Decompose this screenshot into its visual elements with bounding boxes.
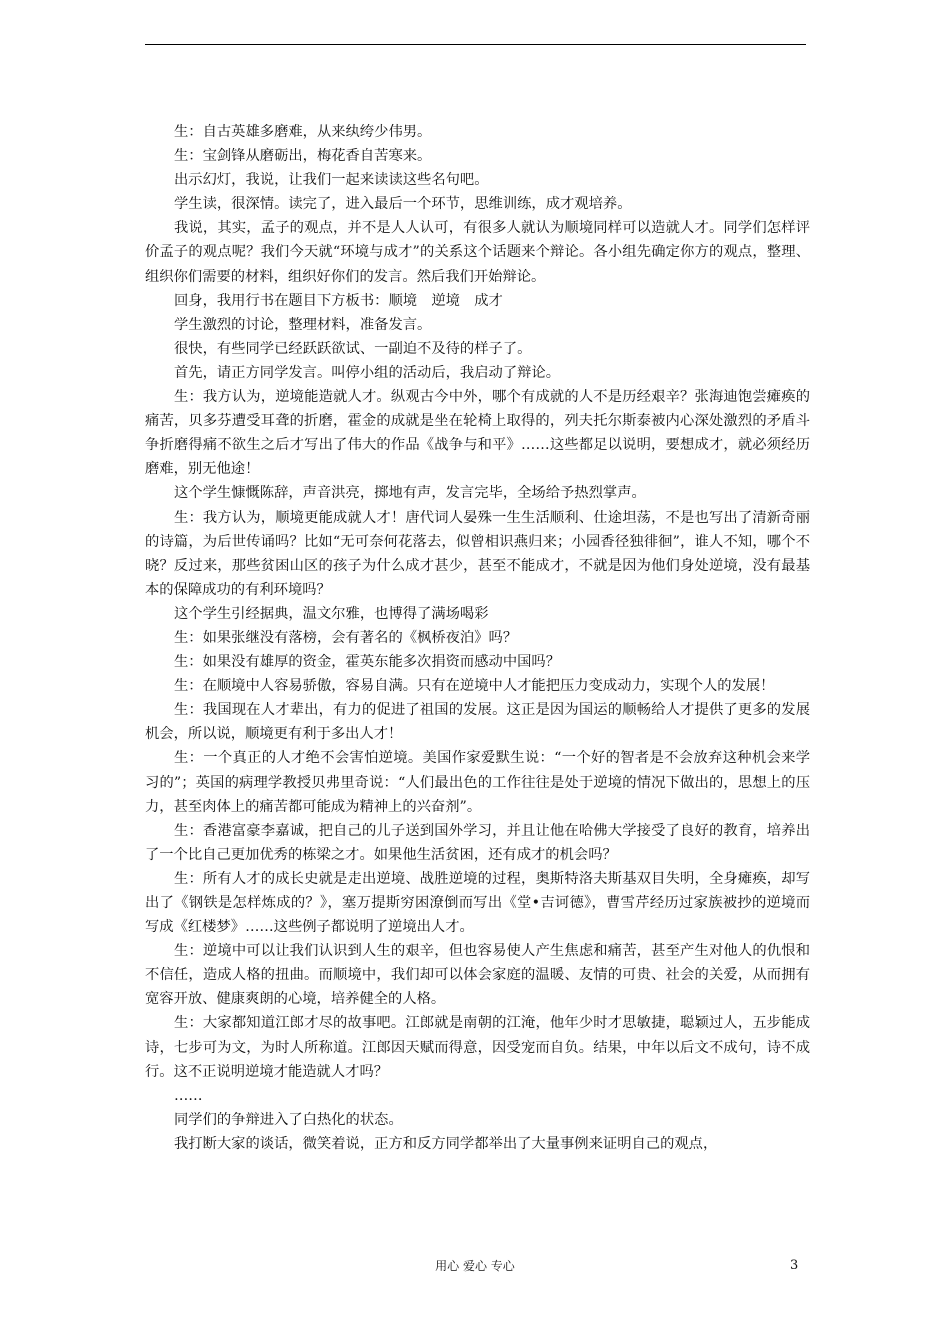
paragraph: 生：宝剑锋从磨砺出，梅花香自苦寒来。 [174, 148, 432, 165]
paragraph: 生：如果张继没有落榜，会有著名的《枫桥夜泊》吗？ [174, 629, 518, 646]
paragraph: 很快，有些同学已经跃跃欲试、一副迫不及待的样子了。 [174, 340, 532, 357]
paragraph: 生：在顺境中人容易骄傲，容易自满。只有在逆境中人才能把压力变成动力，实现个人的发展！ [174, 678, 775, 695]
paragraph: 回身，我用行书在题目下方板书：顺境 逆境 成才 [174, 292, 503, 309]
header-rule [145, 44, 806, 45]
paragraph: 出示幻灯，我说，让我们一起来读读这些名句吧。 [174, 172, 489, 189]
paragraph: 这个学生慷慨陈辞，声音洪亮，掷地有声，发言完毕，全场给予热烈掌声。 [174, 485, 646, 502]
paragraph: 生：自古英雄多磨难，从来纨绔少伟男。 [174, 124, 432, 140]
paragraph: 我说，其实，孟子的观点，并不是人人认可，有很多人就认为顺境同样可以造就人才。同学们怎样评价孟子的观点呢？我们今天就“环境与成才”的关系这个话题来个辩论。各小组先确定你方的观点，整理、组织你们需要的材料，组织好你们的发言。然后我们开始辩论。 [145, 220, 810, 285]
paragraph: 学生读，很深情。读完了，进入最后一个环节，思维训练，成才观培养。 [174, 196, 632, 213]
paragraph: 生：香港富豪李嘉诚，把自己的儿子送到国外学习，并且让他在哈佛大学接受了良好的教育，培养出了一个比自己更加优秀的栋梁之才。如果他生活贫困，还有成才的机会吗？ [145, 822, 810, 863]
paragraph: 生：我国现在人才辈出，有力的促进了祖国的发展。这正是因为国运的顺畅给人才提供了更多的发展机会，所以说，顺境更有利于多出人才！ [145, 702, 810, 743]
paragraph: 生：如果没有雄厚的资金，霍英东能多次捐资而感动中国吗？ [174, 654, 561, 671]
paragraph: 学生激烈的讨论，整理材料，准备发言。 [174, 316, 432, 333]
page-number: 3 [790, 1258, 799, 1273]
paragraph: 这个学生引经据典，温文尔雅，也博得了满场喝彩 [174, 605, 489, 622]
ellipsis-line: …… [174, 1087, 203, 1104]
paragraph: 生：我方认为，顺境更能成就人才！唐代词人晏殊一生生活顺利、仕途坦荡，不是也写出了清新奇丽的诗篇，为后世传诵吗？比如“无可奈何花落去，似曾相识燕归来；小园香径独徘徊”，谁人不知，哪个不晓？反过来，那些贫困山区的孩子为什么成才甚少，甚至不能成才，不就是因为他们身处逆境，没有最基本的保障成功的有利环境吗？ [145, 509, 810, 598]
paragraph: 生：大家都知道江郎才尽的故事吧。江郎就是南朝的江淹，他年少时才思敏捷，聪颖过人，五步能成诗，七步可为文，为时人所称道。江郎因天赋而得意，因受宠而自负。结果，中年以后文不成句，诗不成行。这不正说明逆境才能造就人才吗？ [145, 1015, 810, 1080]
paragraph: 生：逆境中可以让我们认识到人生的艰辛，但也容易使人产生焦虑和痛苦，甚至产生对他人的仇恨和不信任，造成人格的扭曲。而顺境中，我们却可以体会家庭的温暖、友情的可贵、社会的关爱，从而拥有宽容开放、健康爽朗的心境，培养健全的人格。 [145, 943, 810, 1008]
paragraph: 生：所有人才的成长史就是走出逆境、战胜逆境的过程，奥斯特洛夫斯基双目失明，全身瘫痪，却写出了《钢铁是怎样炼成的？》，塞万提斯穷困潦倒而写出《堂•吉诃德》，曹雪芹经历过家族被抄的逆境而写成《红楼梦》……这些例子都说明了逆境出人才。 [145, 870, 810, 936]
paragraph: 首先，请正方同学发言。叫停小组的活动后，我启动了辩论。 [174, 364, 561, 381]
paragraph: 生：我方认为，逆境能造就人才。纵观古今中外，哪个有成就的人不是历经艰辛？张海迪饱尝瘫痪的痛苦，贝多芬遭受耳聋的折磨，霍金的成就是坐在轮椅上取得的，列夫托尔斯泰被内心深处激烈的矛盾斗争折磨得痛不欲生之后才写出了伟大的作品《战争与和平》……这些都足以说明，要想成才，就必须经历磨难，别无他途！ [145, 389, 810, 478]
paragraph: 同学们的争辩进入了白热化的状态。 [174, 1111, 403, 1128]
paragraph: 我打断大家的谈话，微笑着说，正方和反方同学都举出了大量事例来证明自己的观点， [174, 1135, 718, 1152]
paragraph: 生：一个真正的人才绝不会害怕逆境。美国作家爱默生说：“一个好的智者是不会放弃这种机会来学习的”；英国的病理学教授贝弗里奇说：“人们最出色的工作往往是处于逆境的情况下做出的，思想上的压力，甚至肉体上的痛苦都可能成为精神上的兴奋剂”。 [145, 750, 810, 815]
document-body [145, 120, 810, 1156]
footer-slogan: 用心 爱心 专心 [435, 1259, 515, 1273]
